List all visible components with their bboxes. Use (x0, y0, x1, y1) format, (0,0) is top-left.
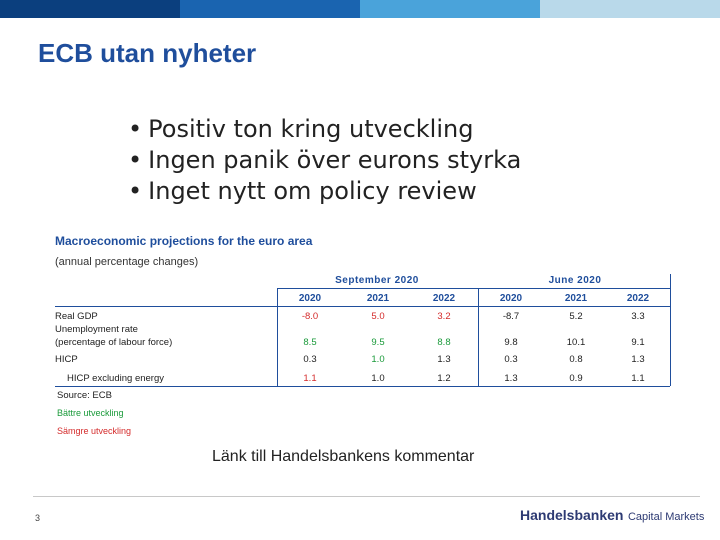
legend-better: Bättre utveckling (57, 408, 124, 418)
year-header: 2022 (432, 293, 456, 304)
legend-worse: Sämgre utveckling (57, 426, 132, 436)
table-cell: 9.8 (504, 337, 518, 348)
table-cell: 1.0 (371, 354, 385, 365)
table-cell: 1.1 (303, 373, 317, 384)
bar-segment-4 (540, 0, 720, 18)
slide-title: ECB utan nyheter (38, 38, 257, 68)
year-header: 2021 (564, 293, 588, 304)
bottom-rule (55, 386, 670, 387)
bullet-item: • Ingen panik över eurons styrka (128, 145, 521, 176)
table-cell: 10.1 (566, 337, 586, 348)
table-title: Macroeconomic projections for the euro area (55, 234, 313, 248)
table-divider-left (277, 288, 278, 386)
group-header-june: June 2020 (548, 275, 602, 286)
table-cell: 3.2 (437, 311, 451, 322)
row-label-real-gdp: Real GDP (55, 311, 98, 322)
year-header: 2022 (626, 293, 650, 304)
bar-segment-1 (0, 0, 180, 18)
row-label-hicp: HICP (55, 354, 78, 365)
table-cell: 1.3 (631, 354, 645, 365)
brand-sub: Capital Markets (627, 511, 705, 523)
table-divider-right (670, 274, 671, 386)
table-cell: 1.3 (504, 373, 518, 384)
top-color-bar (0, 0, 720, 18)
table-source: Source: ECB (57, 390, 112, 401)
table-cell: 8.8 (437, 337, 451, 348)
group-header-september: September 2020 (335, 275, 419, 286)
bullet-item: • Inget nytt om policy review (128, 176, 521, 207)
year-header: 2021 (366, 293, 390, 304)
bar-segment-3 (360, 0, 540, 18)
page-number: 3 (35, 513, 41, 523)
year-header: 2020 (298, 293, 322, 304)
row-label-unemployment-sub: (percentage of labour force) (55, 337, 173, 348)
table-cell: 1.2 (437, 373, 451, 384)
table-subtitle: (annual percentage changes) (55, 256, 199, 268)
header-rule (55, 306, 670, 307)
bar-segment-2 (180, 0, 360, 18)
brand-logo (520, 507, 704, 525)
bullet-item: • Positiv ton kring utveckling (128, 114, 521, 145)
table-cell: 0.8 (569, 354, 583, 365)
table-cell: -8.7 (502, 311, 520, 322)
row-label-unemployment: Unemployment rate (55, 324, 138, 335)
brand-main: Handelsbanken (520, 507, 624, 523)
table-cell: -8.0 (301, 311, 319, 322)
table-cell: 1.3 (437, 354, 451, 365)
table-cell: 5.0 (371, 311, 385, 322)
bullet-list (128, 114, 521, 207)
table-cell: 0.3 (303, 354, 317, 365)
table-cell: 8.5 (303, 337, 317, 348)
table-cell: 9.5 (371, 337, 385, 348)
year-header: 2020 (499, 293, 523, 304)
table-cell: 0.9 (569, 373, 583, 384)
table-cell: 3.3 (631, 311, 645, 322)
table-cell: 1.1 (631, 373, 645, 384)
group-underline (277, 288, 670, 289)
table-cell: 5.2 (569, 311, 583, 322)
row-label-hicp-ex-energy: HICP excluding energy (67, 373, 164, 384)
footer-divider (33, 496, 700, 497)
table-cell: 0.3 (504, 354, 518, 365)
commentary-link[interactable]: Länk till Handelsbankens kommentar (212, 448, 475, 465)
table-cell: 1.0 (371, 373, 385, 384)
table-divider-middle (478, 288, 479, 386)
table-cell: 9.1 (631, 337, 645, 348)
